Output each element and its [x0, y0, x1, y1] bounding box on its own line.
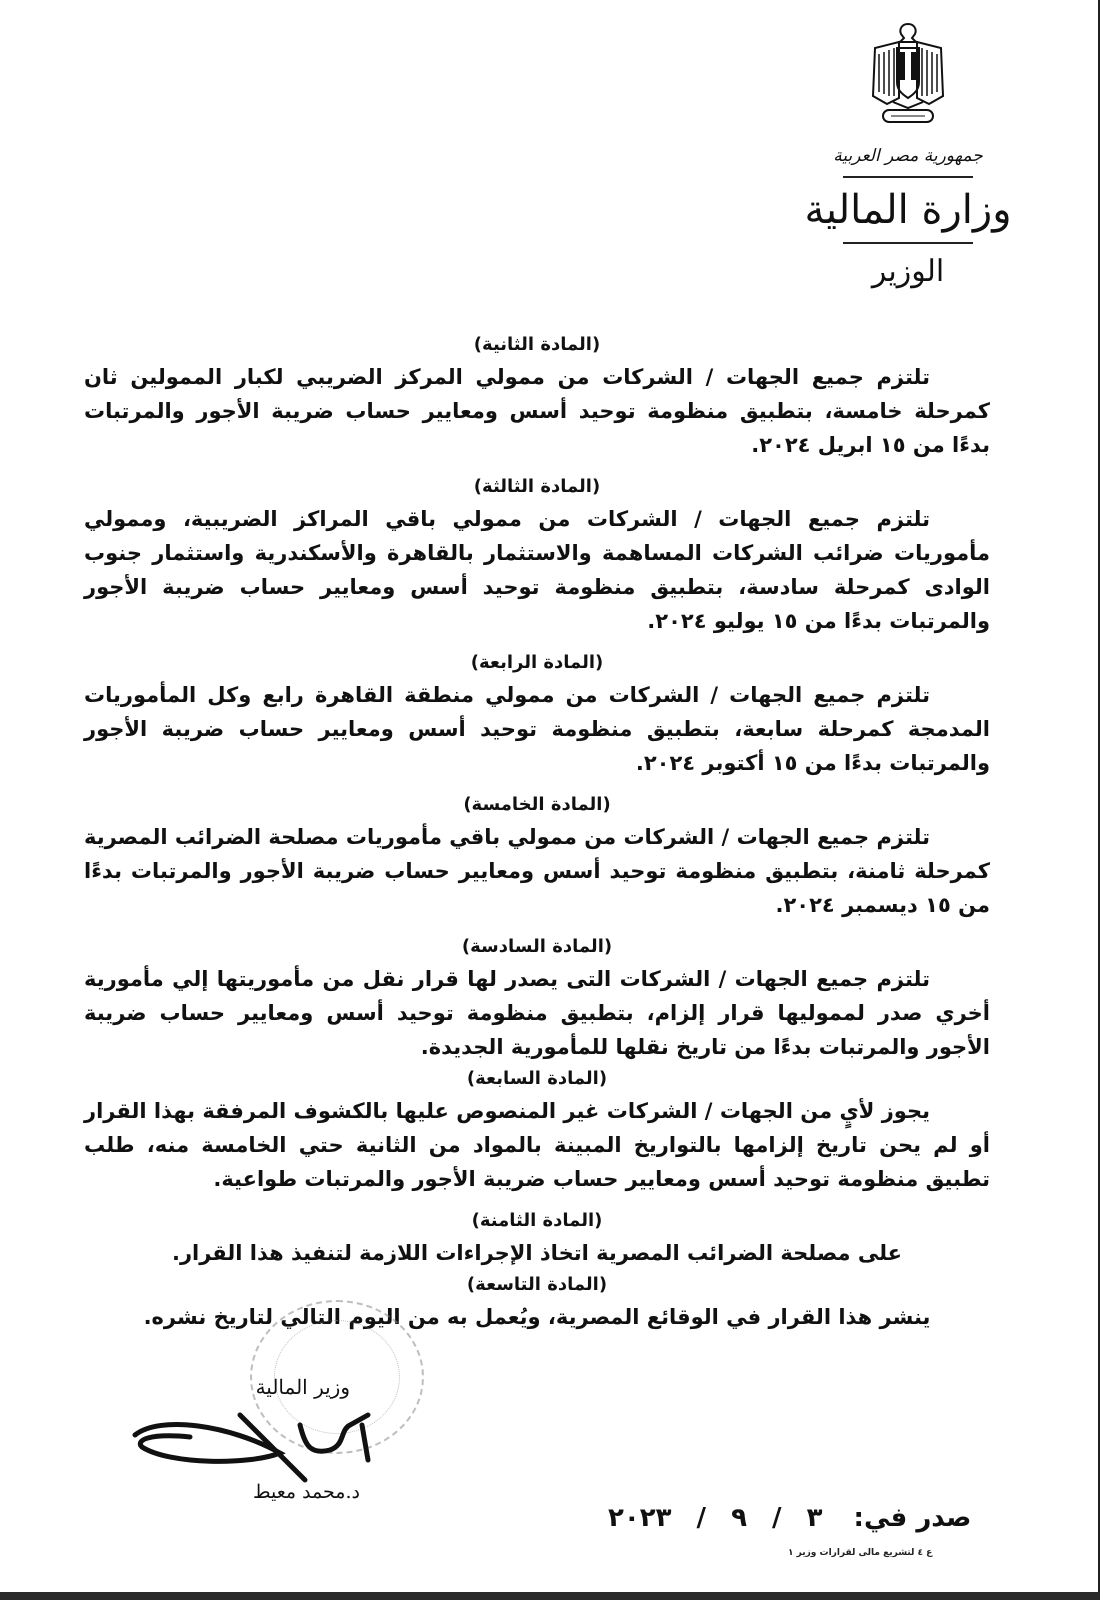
country-name: جمهورية مصر العربية: [833, 146, 983, 166]
date-separator: /: [696, 1503, 707, 1533]
article-8: [84, 1206, 990, 1270]
eagle-emblem-icon: [863, 18, 953, 128]
article-4: [84, 648, 990, 780]
article-title: (المادة الخامسة): [463, 794, 611, 815]
article-text: تلتزم جميع الجهات / الشركات من ممولي منطقة القاهرة رابع وكل المأموريات المدمجة كمرحلة سابعة، بتطبيق منظومة توحيد أسس ومعايير حساب ضريبة الأجور والمرتبات بدءًا من ١٥ أكتوبر ٢٠٢٤.: [84, 683, 990, 775]
issue-year: ٢٠٢٣: [608, 1503, 672, 1533]
article-title: (المادة الرابعة): [470, 652, 604, 673]
decree-body: [84, 330, 990, 1334]
article-6: [84, 932, 990, 1064]
minister-office: الوزير: [871, 254, 945, 289]
letterhead: [788, 18, 1028, 289]
article-text: تلتزم جميع الجهات / الشركات التى يصدر لها قرار نقل من مأموريتها إلي مأمورية أخري صدر لمموليها قرار إلزام، بتطبيق منظومة توحيد أسس ومعايير حساب ضريبة الأجور والمرتبات بدءًا من تاريخ نقلها للمأمورية الجديدة.: [84, 967, 990, 1059]
footer-fineprint: ع ٤ لتشريع مالى لقرارات وزير ١: [788, 1548, 933, 1558]
article-text: تلتزم جميع الجهات / الشركات من ممولي باقي المراكز الضريبية، وممولي مأموريات ضرائب الشركات المساهمة والاستثمار بالقاهرة والأسكندرية واستثمار جنوب الوادى كمرحلة سادسة، بتطبيق منظومة توحيد أسس ومعايير حساب ضريبة الأجور والمرتبات بدءًا من ١٥ يوليو ٢٠٢٤.: [84, 507, 990, 633]
article-title: (المادة التاسعة): [466, 1274, 608, 1295]
signatory-title: وزير المالية: [255, 1375, 350, 1399]
issue-date: [600, 1503, 971, 1533]
date-separator: /: [772, 1503, 782, 1533]
article-title: (المادة السادسة): [461, 936, 613, 957]
issue-month: ٩: [731, 1503, 747, 1533]
article-text: تلتزم جميع الجهات / الشركات من ممولي المركز الضريبي لكبار الممولين ثان كمرحلة خامسة، بتطبيق منظومة توحيد أسس ومعايير حساب ضريبة الأجور والمرتبات بدءًا من ١٥ ابريل ٢٠٢٤.: [84, 365, 990, 457]
article-text: يجوز لأيٍ من الجهات / الشركات غير المنصوص عليها بالكشوف المرفقة بهذا القرار أو لم يحن تاريخ إلزامها بالتواريخ المبينة بالمواد من الثانية حتي الخامسة منه، طلب تطبيق منظومة توحيد أسس ومعايير حساب ضريبة الأجور والمرتبات طواعية.: [84, 1099, 990, 1191]
article-5: [84, 790, 990, 922]
article-3: [84, 472, 990, 638]
divider: [843, 242, 973, 244]
divider: [843, 176, 973, 178]
article-text: على مصلحة الضرائب المصرية اتخاذ الإجراءات اللازمة لتنفيذ هذا القرار.: [171, 1241, 903, 1265]
article-title: (المادة الثامنة): [471, 1210, 603, 1231]
article-7: [84, 1064, 990, 1196]
article-text: ينشر هذا القرار في الوقائع المصرية، ويُعمل به من اليوم التالي لتاريخ نشره.: [143, 1305, 931, 1329]
signature-block: [110, 1375, 380, 1503]
signatory-name: د.محمد معيط: [252, 1481, 360, 1503]
article-text: تلتزم جميع الجهات / الشركات من ممولي باقي مأموريات مصلحة الضرائب المصرية كمرحلة ثامنة، بتطبيق منظومة توحيد أسس ومعايير حساب ضريبة الأجور والمرتبات بدءًا من ١٥ ديسمبر ٢٠٢٤.: [84, 825, 990, 917]
bottom-border: [0, 1592, 1100, 1600]
issue-date-label: صدر في:: [853, 1503, 972, 1533]
issue-day: ٣: [806, 1503, 823, 1533]
article-9: [84, 1270, 990, 1334]
article-title: (المادة السابعة): [466, 1068, 608, 1089]
ministry-name: وزارة المالية: [804, 187, 1012, 233]
article-title: (المادة الثانية): [473, 334, 601, 355]
handwritten-signature-icon: [130, 1395, 380, 1495]
article-title: (المادة الثالثة): [473, 476, 601, 497]
article-2: [84, 330, 990, 462]
